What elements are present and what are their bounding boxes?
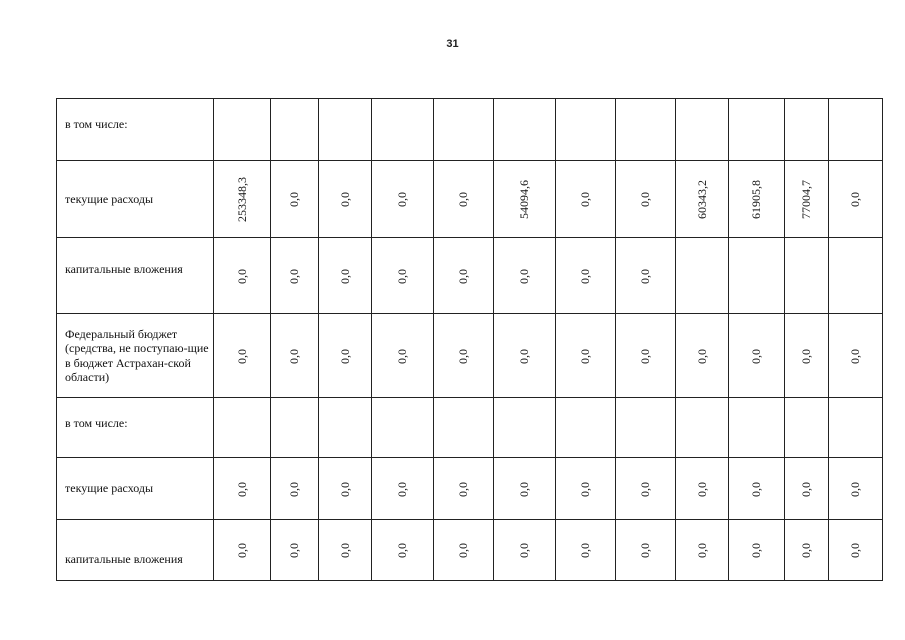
value-cell <box>785 458 829 520</box>
value-cell <box>829 238 883 314</box>
value-cell <box>271 161 319 238</box>
row-label: в том числе: <box>57 398 214 458</box>
cell-value: 61905,8 <box>749 180 763 219</box>
cell-value: 0,0 <box>517 348 531 364</box>
value-cell <box>785 314 829 398</box>
value-cell <box>434 398 494 458</box>
value-cell <box>676 314 729 398</box>
cell-value: 0,0 <box>337 268 352 284</box>
value-cell <box>271 398 319 458</box>
value-cell <box>372 99 434 161</box>
value-cell <box>556 458 616 520</box>
row-label: капитальные вложения <box>57 238 214 314</box>
cell-value: 0,0 <box>337 192 352 207</box>
table-row <box>57 520 883 581</box>
value-cell <box>214 99 271 161</box>
value-cell <box>785 398 829 458</box>
cell-value: 0,0 <box>456 192 470 207</box>
value-cell <box>676 161 729 238</box>
value-cell <box>616 99 676 161</box>
cell-value: 0,0 <box>578 481 592 497</box>
cell-value: 0,0 <box>848 348 862 364</box>
table-row <box>57 99 883 161</box>
cell-value: 0,0 <box>234 348 249 364</box>
value-cell <box>214 238 271 314</box>
cell-value: 0,0 <box>395 481 409 497</box>
value-cell <box>729 398 785 458</box>
page-number: 31 <box>446 38 459 50</box>
value-cell <box>829 520 883 581</box>
row-label: Федеральный бюджет (средства, не поступаю-щие в бюджет Астрахан-ской области) <box>57 314 214 398</box>
cell-value: 0,0 <box>287 268 301 284</box>
cell-value: 0,0 <box>848 543 862 558</box>
row-label: в том числе: <box>57 99 214 161</box>
value-cell <box>556 520 616 581</box>
value-cell <box>829 161 883 238</box>
value-cell <box>676 398 729 458</box>
cell-value: 0,0 <box>287 543 301 558</box>
table-body <box>57 99 883 581</box>
value-cell <box>676 99 729 161</box>
value-cell <box>372 314 434 398</box>
value-cell <box>434 314 494 398</box>
cell-value: 0,0 <box>749 348 763 364</box>
cell-value: 0,0 <box>749 543 763 558</box>
cell-value: 0,0 <box>749 481 763 497</box>
cell-value: 0,0 <box>517 268 531 284</box>
value-cell <box>729 99 785 161</box>
value-cell <box>494 161 556 238</box>
cell-value: 0,0 <box>848 192 862 207</box>
value-cell <box>372 161 434 238</box>
cell-value: 0,0 <box>287 348 301 364</box>
row-label: текущие расходы <box>57 458 214 520</box>
row-label: текущие расходы <box>57 161 214 238</box>
value-cell <box>829 458 883 520</box>
value-cell <box>676 238 729 314</box>
table-row <box>57 238 883 314</box>
cell-value: 253348,3 <box>234 177 249 222</box>
table-row <box>57 458 883 520</box>
table-row <box>57 161 883 238</box>
value-cell <box>372 238 434 314</box>
value-cell <box>616 458 676 520</box>
cell-value: 0,0 <box>578 543 592 558</box>
value-cell <box>556 398 616 458</box>
cell-value: 0,0 <box>456 481 470 497</box>
value-cell <box>729 458 785 520</box>
value-cell <box>829 398 883 458</box>
value-cell <box>271 238 319 314</box>
cell-value: 0,0 <box>395 348 409 364</box>
value-cell <box>214 458 271 520</box>
cell-value: 0,0 <box>337 543 352 558</box>
table-row <box>57 314 883 398</box>
value-cell <box>494 314 556 398</box>
cell-value: 0,0 <box>638 268 652 284</box>
value-cell <box>319 99 372 161</box>
cell-value: 0,0 <box>395 192 409 207</box>
value-cell <box>616 520 676 581</box>
value-cell <box>676 458 729 520</box>
value-cell <box>434 458 494 520</box>
value-cell <box>556 99 616 161</box>
value-cell <box>556 238 616 314</box>
cell-value: 0,0 <box>234 481 249 497</box>
value-cell <box>434 99 494 161</box>
value-cell <box>785 238 829 314</box>
cell-value: 0,0 <box>578 192 592 207</box>
cell-value: 0,0 <box>694 481 709 497</box>
cell-value: 0,0 <box>799 348 813 364</box>
cell-value: 0,0 <box>456 543 470 558</box>
cell-value: 0,0 <box>456 348 470 364</box>
cell-value: 77004,7 <box>799 180 813 219</box>
value-cell <box>729 520 785 581</box>
budget-table <box>56 98 883 581</box>
value-cell <box>271 99 319 161</box>
cell-value: 0,0 <box>517 543 531 558</box>
value-cell <box>616 314 676 398</box>
value-cell <box>494 458 556 520</box>
value-cell <box>616 238 676 314</box>
cell-value: 0,0 <box>694 543 709 558</box>
value-cell <box>214 520 271 581</box>
cell-value: 0,0 <box>578 348 592 364</box>
cell-value: 54094,6 <box>517 180 531 219</box>
value-cell <box>494 398 556 458</box>
cell-value: 0,0 <box>638 192 652 207</box>
value-cell <box>616 398 676 458</box>
value-cell <box>319 238 372 314</box>
cell-value: 60343,2 <box>694 180 709 219</box>
value-cell <box>271 520 319 581</box>
cell-value: 0,0 <box>395 268 409 284</box>
cell-value: 0,0 <box>799 543 813 558</box>
value-cell <box>729 238 785 314</box>
value-cell <box>271 314 319 398</box>
cell-value: 0,0 <box>234 543 249 558</box>
value-cell <box>214 314 271 398</box>
cell-value: 0,0 <box>234 268 249 284</box>
value-cell <box>319 314 372 398</box>
value-cell <box>271 458 319 520</box>
row-label: капитальные вложения <box>57 520 214 581</box>
value-cell <box>556 161 616 238</box>
cell-value: 0,0 <box>395 543 409 558</box>
value-cell <box>434 520 494 581</box>
value-cell <box>319 520 372 581</box>
value-cell <box>785 99 829 161</box>
value-cell <box>556 314 616 398</box>
value-cell <box>494 238 556 314</box>
cell-value: 0,0 <box>799 481 813 497</box>
value-cell <box>829 99 883 161</box>
value-cell <box>494 520 556 581</box>
cell-value: 0,0 <box>456 268 470 284</box>
cell-value: 0,0 <box>287 481 301 497</box>
value-cell <box>372 520 434 581</box>
table-row <box>57 398 883 458</box>
cell-value: 0,0 <box>287 192 301 207</box>
value-cell <box>829 314 883 398</box>
value-cell <box>214 398 271 458</box>
cell-value: 0,0 <box>694 348 709 364</box>
value-cell <box>785 520 829 581</box>
value-cell <box>785 161 829 238</box>
value-cell <box>676 520 729 581</box>
value-cell <box>434 161 494 238</box>
cell-value: 0,0 <box>337 348 352 364</box>
value-cell <box>494 99 556 161</box>
value-cell <box>214 161 271 238</box>
cell-value: 0,0 <box>638 481 652 497</box>
value-cell <box>319 398 372 458</box>
value-cell <box>319 458 372 520</box>
value-cell <box>434 238 494 314</box>
value-cell <box>729 161 785 238</box>
value-cell <box>729 314 785 398</box>
cell-value: 0,0 <box>517 481 531 497</box>
cell-value: 0,0 <box>337 481 352 497</box>
value-cell <box>372 458 434 520</box>
value-cell <box>319 161 372 238</box>
value-cell <box>616 161 676 238</box>
cell-value: 0,0 <box>638 348 652 364</box>
cell-value: 0,0 <box>578 268 592 284</box>
value-cell <box>372 398 434 458</box>
cell-value: 0,0 <box>638 543 652 558</box>
cell-value: 0,0 <box>848 481 862 497</box>
